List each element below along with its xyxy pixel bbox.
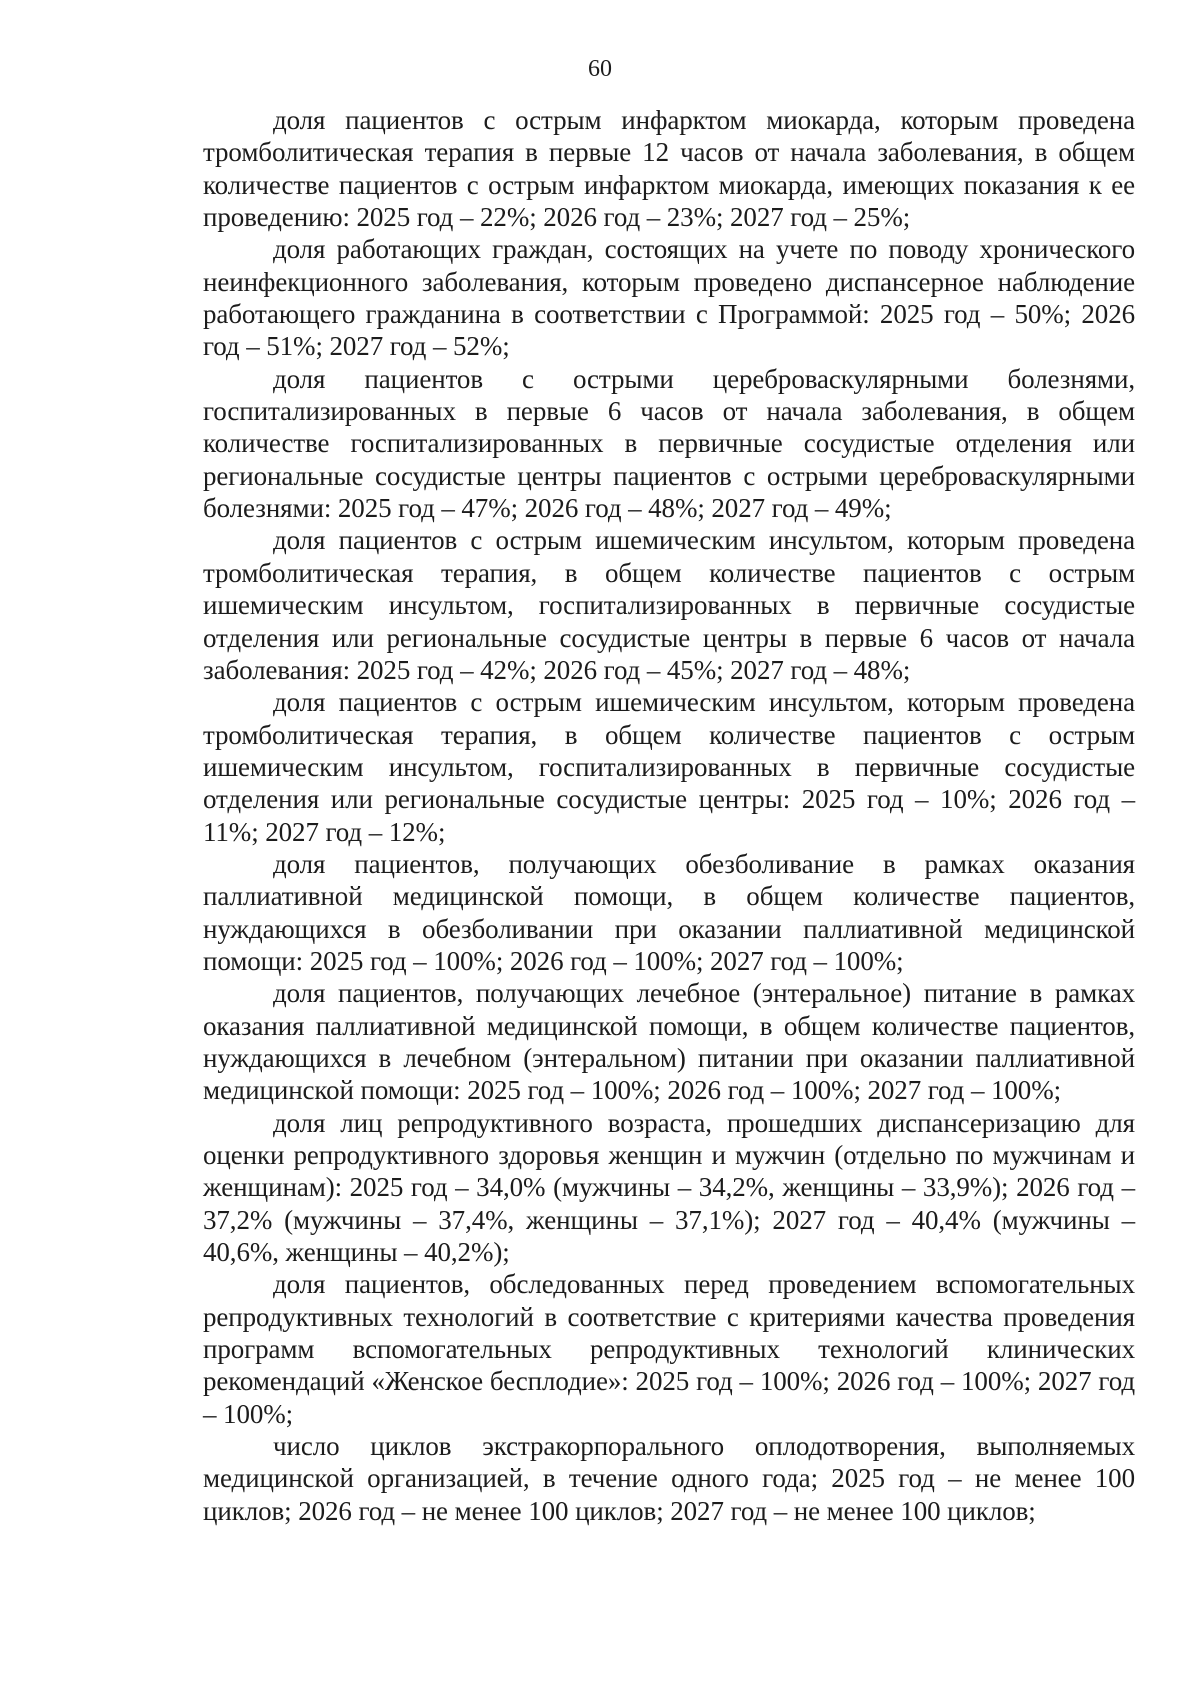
- paragraph-dispensary-observation: доля работающих граждан, состоящих на учете по поводу хронического неинфекционного заболевания, которым проведено диспансерное наблюдение работающего гражданина в соответствии с Программой: 2025 год – 50%; 2026 год – 51%; 2027 год – 52%;: [203, 234, 1135, 362]
- paragraph-ivf-cycles: число циклов экстракорпорального оплодотворения, выполняемых медицинской организацией, в течение одного года; 2025 год – не менее 100 циклов; 2026 год – не менее 100 циклов; 2027 год – не менее 100 циклов;: [203, 1431, 1135, 1526]
- paragraph-palliative-analgesia: доля пациентов, получающих обезболивание в рамках оказания паллиативной медицинской помощи, в общем количестве пациентов, нуждающихся в обезболивании при оказании паллиативной медицинской помощи: 2025 год – 100%; 2026 год – 100%; 2027 год – 100%;: [203, 848, 1135, 976]
- page-number: 60: [588, 56, 612, 82]
- paragraph-palliative-nutrition: доля пациентов, получающих лечебное (энтеральное) питание в рамках оказания паллиативной медицинской помощи, в общем количестве пациентов, нуждающихся в лечебном (энтеральном) питании при оказании паллиативной медицинской помощи: 2025 год – 100%; 2026 год – 100%; 2027 год – 100%;: [203, 978, 1135, 1106]
- paragraph-reproductive-screening: доля лиц репродуктивного возраста, прошедших диспансеризацию для оценки репродуктивного здоровья женщин и мужчин (отдельно по мужчинам и женщинам): 2025 год – 34,0% (мужчины – 34,2%, женщины – 33,9%); 2026 год – 37,2% (мужчины – 37,4%, женщины – 37,1%); 2027 год – 40,4% (мужчины – 40,6%, женщины – 40,2%);: [203, 1107, 1135, 1268]
- paragraph-stroke-thrombolysis-total: доля пациентов с острым ишемическим инсультом, которым проведена тромболитическая терапия, в общем количестве пациентов с острым ишемическим инсультом, госпитализированных в первичные сосудистые отделения или региональные сосудистые центры: 2025 год – 10%; 2026 год – 11%; 2027 год – 12%;: [203, 687, 1135, 847]
- paragraph-cerebrovascular-hospitalization: доля пациентов с острыми цереброваскулярными болезнями, госпитализированных в первые 6 часов от начала заболевания, в общем количестве госпитализированных в первичные сосудистые отделения или региональные сосудистые центры пациентов с острыми цереброваскулярными болезнями: 2025 год – 47%; 2026 год – 48%; 2027 год – 49%;: [203, 363, 1135, 524]
- paragraph-art-examination: доля пациентов, обследованных перед проведением вспомогательных репродуктивных технологий в соответствие с критериями качества проведения программ вспомогательных репродуктивных технологий клинических рекомендаций «Женское бесплодие»: 2025 год – 100%; 2026 год – 100%; 2027 год – 100%;: [203, 1269, 1135, 1429]
- paragraph-mi-thrombolysis: доля пациентов с острым инфарктом миокарда, которым проведена тромболитическая терапия в первые 12 часов от начала заболевания, в общем количестве пациентов с острым инфарктом миокарда, имеющих показания к ее проведению: 2025 год – 22%; 2026 год – 23%; 2027 год – 25%;: [203, 105, 1135, 233]
- paragraph-stroke-thrombolysis-6h: доля пациентов с острым ишемическим инсультом, которым проведена тромболитическая терапия, в общем количестве пациентов с острым ишемическим инсультом, госпитализированных в первичные сосудистые отделения или региональные сосудистые центры в первые 6 часов от начала заболевания: 2025 год – 42%; 2026 год – 45%; 2027 год – 48%;: [203, 525, 1135, 685]
- body-text: [203, 104, 1135, 1527]
